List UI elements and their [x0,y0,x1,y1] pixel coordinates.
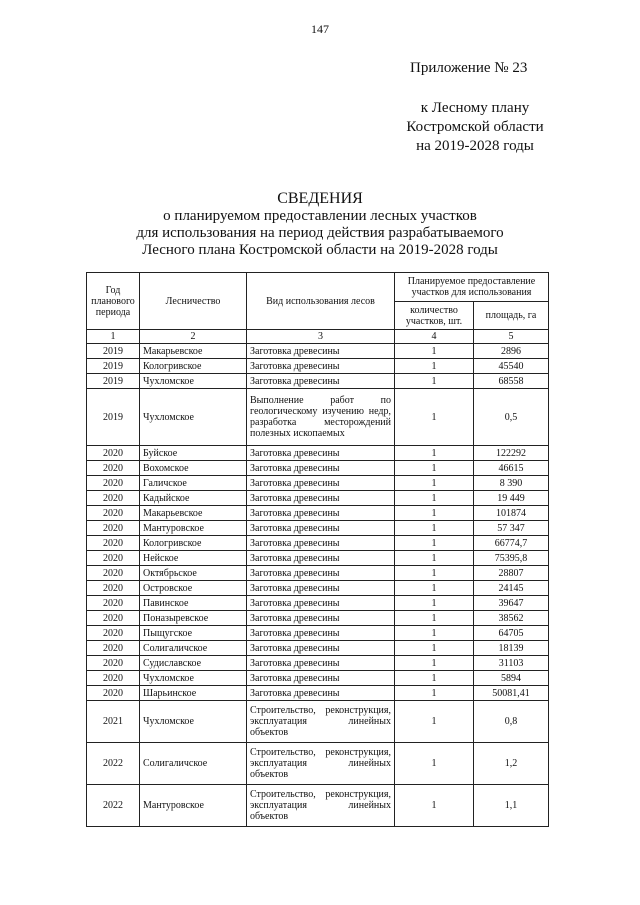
cell-count: 1 [395,491,474,506]
column-number: 4 [395,330,474,344]
cell-year: 2020 [87,551,140,566]
cell-forestry: Вохомское [140,461,247,476]
cell-area: 0,8 [474,701,549,743]
cell-area: 0,5 [474,389,549,446]
header-use-type: Вид использования лесов [247,273,395,330]
cell-area: 2896 [474,344,549,359]
cell-forestry: Буйское [140,446,247,461]
cell-forestry: Макарьевское [140,344,247,359]
document-title: СВЕДЕНИЯ [277,190,363,207]
cell-use-type: Заготовка древесины [247,491,395,506]
cell-count: 1 [395,596,474,611]
cell-area: 38562 [474,611,549,626]
cell-year: 2020 [87,491,140,506]
cell-count: 1 [395,344,474,359]
cell-count: 1 [395,656,474,671]
table-row [87,521,549,536]
table-row [87,389,549,446]
cell-use-type: Выполнение работ по геологическому изучению недр, разработка месторождений полезных ископаемых [247,389,395,446]
column-number: 2 [140,330,247,344]
annex-title: Приложение № 23 [410,60,528,76]
cell-use-type: Заготовка древесины [247,566,395,581]
cell-use-type: Заготовка древесины [247,446,395,461]
table-row [87,671,549,686]
table-body [87,344,549,827]
table-row [87,359,549,374]
cell-area: 1,1 [474,785,549,827]
cell-area: 46615 [474,461,549,476]
cell-year: 2020 [87,656,140,671]
cell-use-type: Заготовка древесины [247,626,395,641]
cell-year: 2020 [87,641,140,656]
cell-forestry: Кологривское [140,536,247,551]
table-row [87,701,549,743]
table-row [87,611,549,626]
cell-area: 1,2 [474,743,549,785]
annex-ref-line: к Лесному плану [420,100,530,116]
cell-year: 2020 [87,461,140,476]
table-row [87,461,549,476]
cell-use-type: Заготовка древесины [247,536,395,551]
cell-area: 45540 [474,359,549,374]
table-row [87,344,549,359]
cell-use-type: Заготовка древесины [247,374,395,389]
header-planned: Планируемое предоставление участков для использования [395,273,549,302]
cell-forestry: Павинское [140,596,247,611]
table-row [87,551,549,566]
cell-forestry: Нейское [140,551,247,566]
cell-forestry: Солигаличское [140,641,247,656]
cell-use-type: Заготовка древесины [247,521,395,536]
table-row [87,743,549,785]
cell-area: 75395,8 [474,551,549,566]
cell-use-type: Заготовка древесины [247,686,395,701]
cell-count: 1 [395,626,474,641]
allocation-table [86,272,549,827]
cell-year: 2020 [87,686,140,701]
cell-count: 1 [395,521,474,536]
cell-forestry: Мантуровское [140,785,247,827]
table-row [87,686,549,701]
cell-use-type: Заготовка древесины [247,461,395,476]
cell-area: 28807 [474,566,549,581]
cell-year: 2020 [87,671,140,686]
table-row [87,785,549,827]
cell-year: 2020 [87,611,140,626]
cell-count: 1 [395,581,474,596]
cell-use-type: Заготовка древесины [247,581,395,596]
cell-use-type: Заготовка древесины [247,671,395,686]
table-row [87,581,549,596]
cell-area: 24145 [474,581,549,596]
cell-forestry: Пыщугское [140,626,247,641]
cell-use-type: Строительство, реконструкция, эксплуатация линейных объектов [247,701,395,743]
page-number: 147 [311,22,329,36]
cell-area: 57 347 [474,521,549,536]
cell-use-type: Строительство, реконструкция, эксплуатация линейных объектов [247,785,395,827]
table-row [87,506,549,521]
header-count: количество участков, шт. [395,302,474,330]
document-heading [0,190,640,259]
cell-area: 31103 [474,656,549,671]
cell-area: 39647 [474,596,549,611]
cell-forestry: Островское [140,581,247,596]
cell-area: 101874 [474,506,549,521]
table-row [87,566,549,581]
cell-area: 8 390 [474,476,549,491]
cell-forestry: Кологривское [140,359,247,374]
cell-area: 68558 [474,374,549,389]
cell-year: 2020 [87,506,140,521]
header-area: площадь, га [474,302,549,330]
cell-count: 1 [395,743,474,785]
table-header [87,273,549,344]
cell-count: 1 [395,506,474,521]
cell-count: 1 [395,641,474,656]
column-number: 3 [247,330,395,344]
cell-use-type: Заготовка древесины [247,476,395,491]
cell-count: 1 [395,611,474,626]
cell-year: 2022 [87,743,140,785]
cell-year: 2022 [87,785,140,827]
cell-year: 2020 [87,581,140,596]
cell-area: 66774,7 [474,536,549,551]
column-number: 5 [474,330,549,344]
cell-use-type: Заготовка древесины [247,506,395,521]
cell-forestry: Мантуровское [140,521,247,536]
cell-count: 1 [395,686,474,701]
cell-year: 2020 [87,521,140,536]
table-row [87,536,549,551]
cell-year: 2019 [87,359,140,374]
cell-use-type: Заготовка древесины [247,359,395,374]
cell-use-type: Заготовка древесины [247,344,395,359]
heading-line: Лесного плана Костромской области на 2019-2028 годы [142,242,498,258]
cell-area: 50081,41 [474,686,549,701]
cell-count: 1 [395,785,474,827]
cell-forestry: Кадыйское [140,491,247,506]
cell-forestry: Чухломское [140,701,247,743]
heading-line: для использования на период действия разрабатываемого [136,225,504,241]
cell-count: 1 [395,671,474,686]
cell-forestry: Октябрьское [140,566,247,581]
cell-year: 2020 [87,476,140,491]
cell-use-type: Заготовка древесины [247,551,395,566]
table-row [87,374,549,389]
table-row [87,626,549,641]
cell-use-type: Заготовка древесины [247,641,395,656]
table-row [87,656,549,671]
cell-area: 18139 [474,641,549,656]
cell-forestry: Чухломское [140,389,247,446]
cell-year: 2020 [87,446,140,461]
cell-year: 2020 [87,536,140,551]
header-forestry: Лесничество [140,273,247,330]
cell-area: 64705 [474,626,549,641]
cell-forestry: Галичское [140,476,247,491]
cell-count: 1 [395,446,474,461]
cell-count: 1 [395,476,474,491]
cell-year: 2020 [87,596,140,611]
cell-count: 1 [395,551,474,566]
cell-use-type: Заготовка древесины [247,596,395,611]
cell-count: 1 [395,359,474,374]
table-row [87,476,549,491]
cell-year: 2020 [87,566,140,581]
cell-forestry: Чухломское [140,671,247,686]
cell-count: 1 [395,389,474,446]
table-row [87,491,549,506]
cell-use-type: Заготовка древесины [247,656,395,671]
column-number: 1 [87,330,140,344]
cell-forestry: Солигаличское [140,743,247,785]
annex-reference [395,99,555,156]
cell-year: 2020 [87,626,140,641]
cell-count: 1 [395,566,474,581]
cell-use-type: Строительство, реконструкция, эксплуатация линейных объектов [247,743,395,785]
cell-year: 2019 [87,344,140,359]
cell-area: 19 449 [474,491,549,506]
header-year: Год планового периода [87,273,140,330]
cell-area: 5894 [474,671,549,686]
cell-forestry: Чухломское [140,374,247,389]
table-row [87,446,549,461]
annex-ref-line: на 2019-2028 годы [416,138,534,154]
cell-count: 1 [395,701,474,743]
heading-line: о планируемом предоставлении лесных участков [163,208,477,224]
cell-forestry: Судиславское [140,656,247,671]
cell-area: 122292 [474,446,549,461]
cell-year: 2021 [87,701,140,743]
annex-ref-line: Костромской области [406,119,544,135]
cell-forestry: Поназыревское [140,611,247,626]
cell-count: 1 [395,536,474,551]
cell-count: 1 [395,461,474,476]
cell-forestry: Макарьевское [140,506,247,521]
cell-count: 1 [395,374,474,389]
cell-year: 2019 [87,389,140,446]
table-row [87,596,549,611]
table-row [87,641,549,656]
cell-forestry: Шарьинское [140,686,247,701]
cell-year: 2019 [87,374,140,389]
cell-use-type: Заготовка древесины [247,611,395,626]
